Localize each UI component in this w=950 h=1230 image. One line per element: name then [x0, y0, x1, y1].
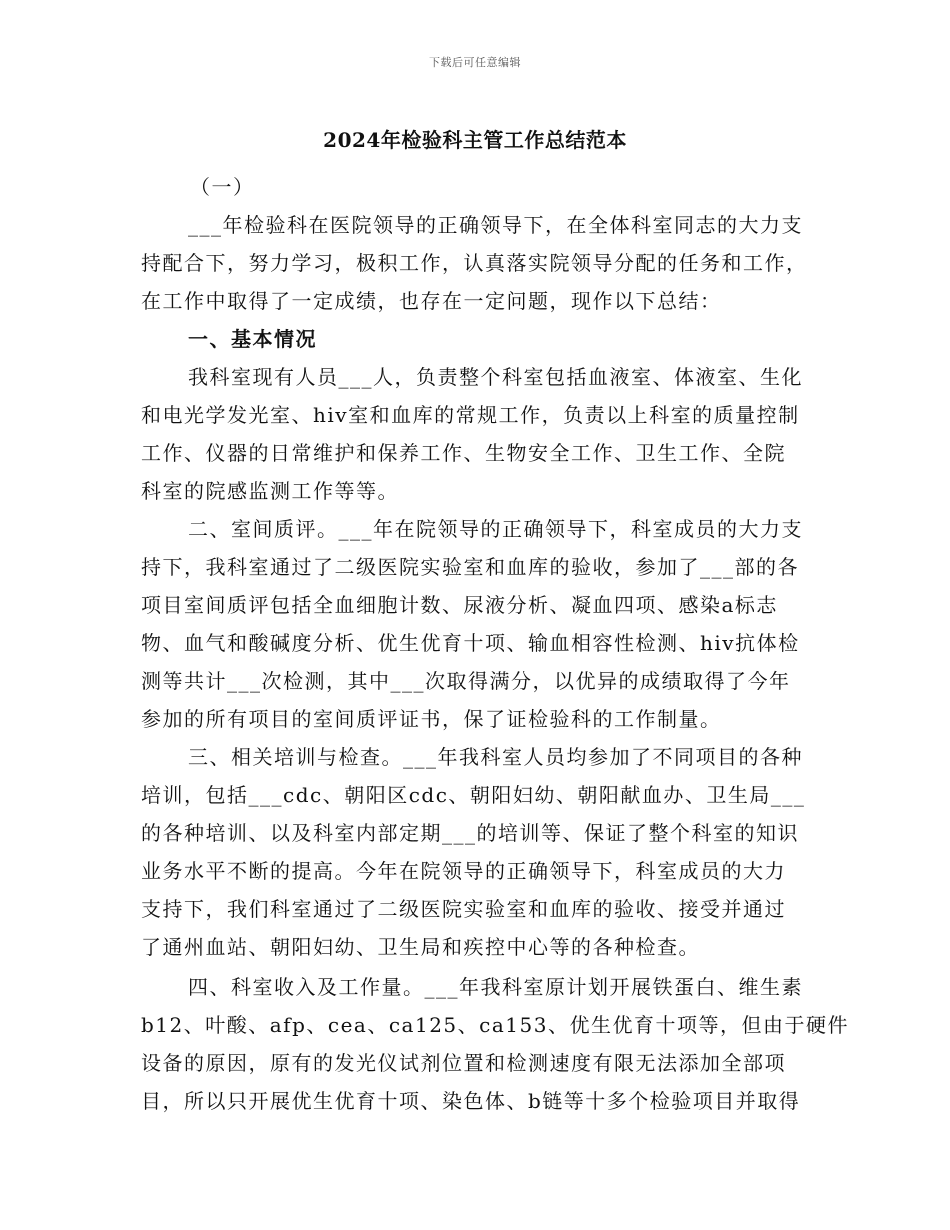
paragraph-line: 了通州血站、朝阳妇幼、卫生局和疾控中心等的各种检查。 [141, 935, 700, 959]
paragraph-line: 设备的原因，原有的发光仪试剂位置和检测速度有限无法添加全部项 [141, 1051, 786, 1075]
header-note: 下载后可任意编辑 [429, 56, 521, 69]
paragraph-line: 持配合下，努力学习，极积工作，认真落实院领导分配的任务和工作， [141, 251, 808, 275]
paragraph-line: 物、血气和酸碱度分析、优生优育十项、输血相容性检测、hiv抗体检 [141, 631, 800, 655]
paragraph-line: 业务水平不断的提高。今年在院领导的正确领导下，科室成员的大力 [141, 859, 786, 883]
paragraph-line: 的各种培训、以及科室内部定期___的培训等、保证了整个科室的知识 [141, 821, 799, 845]
paragraph-line: 项目室间质评包括全血细胞计数、尿液分析、凝血四项、感染a标志 [141, 593, 778, 617]
paragraph-line: 科室的院感监测工作等等。 [141, 479, 399, 503]
section-heading-1: （一） [190, 175, 255, 199]
document-title: 2024年检验科主管工作总结范本 [323, 128, 627, 152]
paragraph-line: 我科室现有人员___人，负责整个科室包括血液室、体液室、生化 [188, 365, 803, 389]
paragraph-line: 四、科室收入及工作量。___年我科室原计划开展铁蛋白、维生素 [188, 975, 803, 999]
paragraph-line: 参加的所有项目的室间质评证书，保了证检验科的工作制量。 [141, 707, 722, 731]
section-heading-basic: 一、基本情况 [188, 327, 317, 351]
paragraph-line: 在工作中取得了一定成绩，也存在一定问题，现作以下总结： [141, 289, 722, 313]
paragraph-line: 目，所以只开展优生优育十项、染色体、b链等十多个检验项目并取得 [141, 1089, 801, 1113]
paragraph-line: 支持下，我们科室通过了二级医院实验室和血库的验收、接受并通过 [141, 897, 786, 921]
paragraph-line: 持下，我科室通过了二级医院实验室和血库的验收，参加了___部的各 [141, 555, 799, 579]
paragraph-line: 培训，包括___cdc、朝阳区cdc、朝阳妇幼、朝阳献血办、卫生局___ [141, 783, 806, 807]
paragraph-line: b12、叶酸、afp、cea、ca125、ca153、优生优育十项等，但由于硬件 [141, 1013, 849, 1037]
paragraph-line: 工作、仪器的日常维护和保养工作、生物安全工作、卫生工作、全院 [141, 441, 786, 465]
paragraph-line: 测等共计___次检测，其中___次取得满分，以优异的成绩取得了今年 [141, 669, 791, 693]
paragraph-line: 和电光学发光室、hiv室和血库的常规工作，负责以上科室的质量控制 [141, 403, 800, 427]
paragraph-line: ___年检验科在医院领导的正确领导下，在全体科室同志的大力支 [188, 213, 803, 237]
paragraph-line: 二、室间质评。___年在院领导的正确领导下，科室成员的大力支 [188, 517, 803, 541]
paragraph-line: 三、相关培训与检查。___年我科室人员均参加了不同项目的各种 [188, 745, 803, 769]
